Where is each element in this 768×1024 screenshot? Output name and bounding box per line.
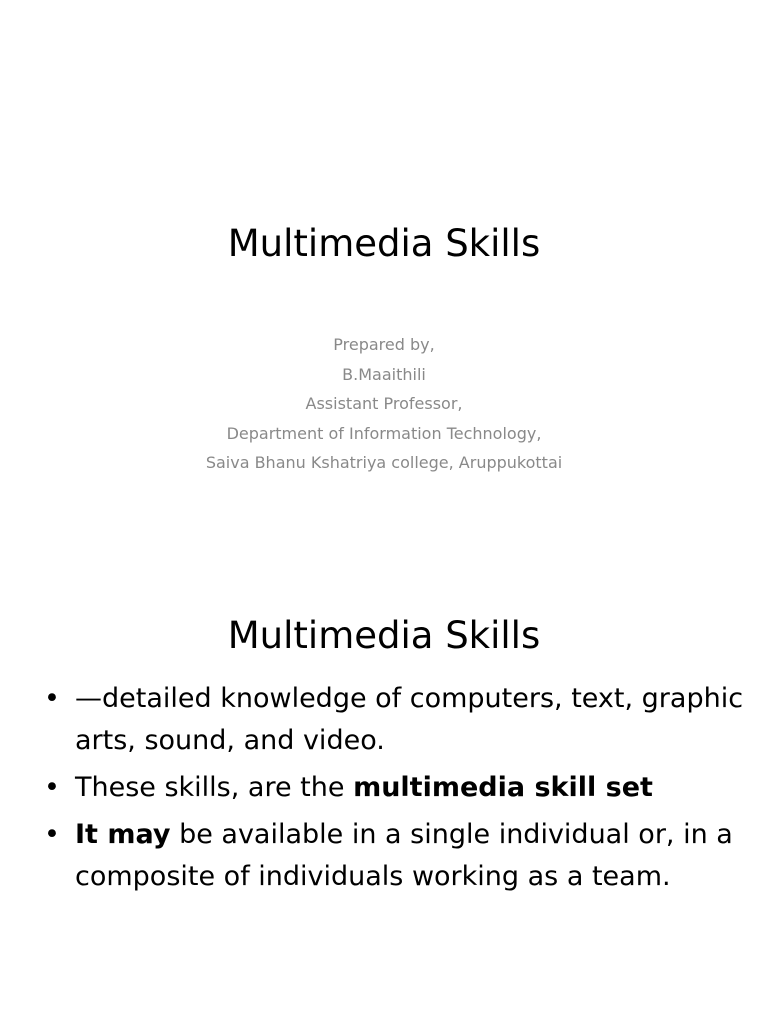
subtitle-line-designation: Assistant Professor,: [305, 394, 463, 413]
bullet-marker: •: [44, 683, 60, 714]
bullet-bold-text: It may: [75, 819, 171, 850]
bullet-text: These skills, are the: [75, 772, 354, 803]
bullet-marker: •: [44, 819, 60, 850]
slide-title: Multimedia Skills: [227, 222, 541, 265]
bullet-item-knowledge: [44, 678, 744, 762]
slide-title: Multimedia Skills: [227, 614, 541, 657]
bullet-text: —detailed knowledge of computers, text, graphic arts, sound, and video.: [75, 683, 744, 756]
bullet-bold-text: multimedia skill set: [353, 772, 653, 803]
subtitle-line-department: Department of Information Technology,: [226, 423, 542, 443]
subtitle-line-author: B.Maaithili: [342, 364, 426, 384]
bullet-list: [44, 678, 744, 903]
slide-subtitle: [0, 330, 768, 478]
content-slide: [0, 576, 768, 1024]
subtitle-line-college: Saiva Bhanu Kshatriya college, Aruppukottai: [205, 453, 563, 472]
bullet-text: be available in a single individual or, in a composite of individuals working as a team.: [75, 819, 733, 892]
bullet-marker: •: [44, 772, 60, 803]
bullet-item-skill-set: [44, 767, 744, 809]
subtitle-line-prepared-by: Prepared by,: [333, 335, 435, 354]
bullet-item-team: [44, 814, 744, 898]
